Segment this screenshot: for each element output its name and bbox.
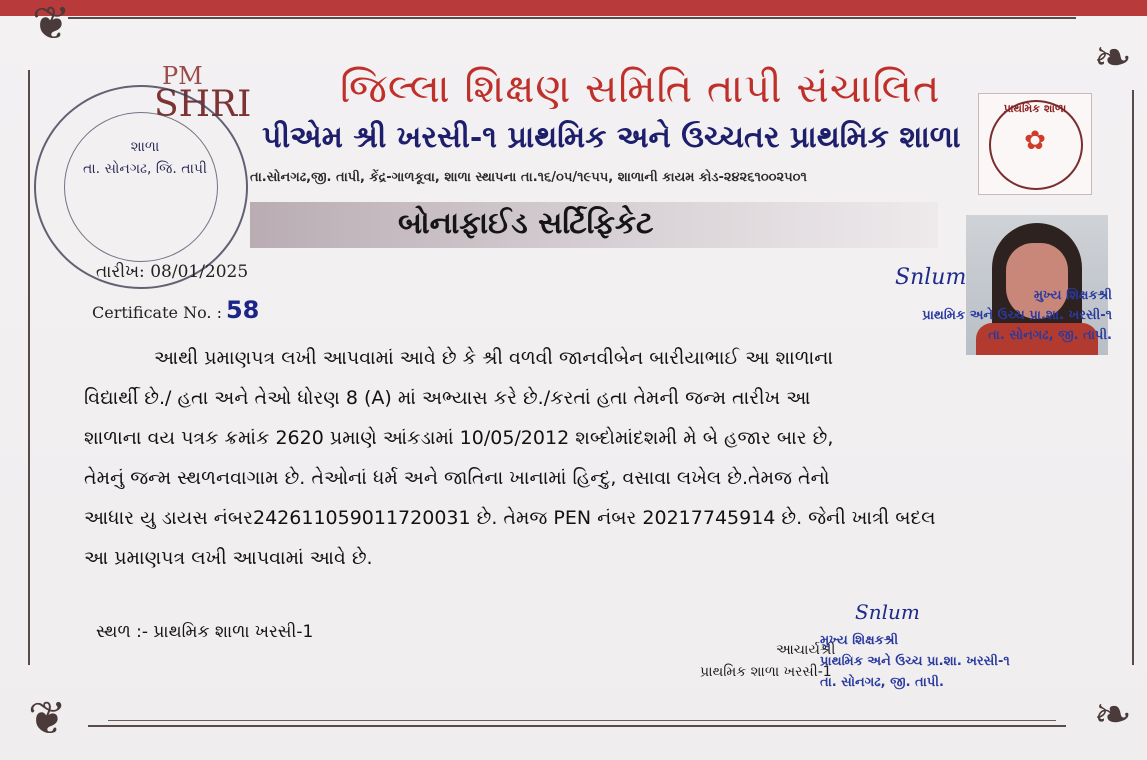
- border-left-line: [28, 70, 30, 665]
- lamp-icon: ✿: [1024, 126, 1046, 156]
- border-top-line: [68, 17, 1076, 19]
- corner-ornament-icon: ❧: [1093, 30, 1132, 84]
- body-line: આ પ્રમાણપત્ર લખી આપવામાં આવે છે.: [84, 547, 373, 569]
- certificate-title: બોનાફાઈડ સર્ટિફિકેટ: [398, 206, 654, 241]
- body-line: આથી પ્રમાણપત્ર લખી આપવામાં આવે છે કે શ્રી વળવી જાનવીબેન બારીયાભાઈ આ શાળાના: [154, 347, 834, 369]
- header-committee-line: જિલ્લા શિક્ષણ સમિતિ તાપી સંચાલિત: [340, 66, 941, 112]
- corner-ornament-icon: ❧: [1093, 687, 1132, 741]
- signature-top: Snlum: [895, 265, 967, 290]
- principal-label: આચાર્યશ્રી: [776, 642, 836, 658]
- border-right-line: [1132, 90, 1134, 665]
- school-logo: [978, 93, 1092, 195]
- school-address-line: તા.સોનગઢ,જી. તાપી, કેંદ્ર-ગાળકૂવા, શાળા સ્થાપના તા.૧૬/૦૫/૧૯૫૫, શાળાની કાયમ કોડ-૨૪૨૬૧૦૦૨૫૦૧: [250, 170, 807, 185]
- corner-ornament-icon: ❦: [32, 0, 71, 50]
- body-line: શાળાના વય પત્રક ક્રમાંક 2620 પ્રમાણે આંકડામાં 10/05/2012 શબ્દોમાંદશમી મે બે હજાર બાર છે,: [84, 427, 834, 449]
- corner-ornament-icon: ❦: [28, 691, 67, 745]
- cert-number-label: Certificate No. :: [92, 303, 222, 322]
- logo-shri-text: SHRI: [154, 84, 252, 125]
- school-seal-inner-ring: [64, 112, 218, 262]
- cert-number-value: 58: [225, 296, 260, 324]
- border-bottom-line: [88, 725, 1066, 727]
- border-bottom-line-2: [108, 720, 1056, 721]
- certificate-body: [84, 338, 1084, 578]
- certificate-date: [96, 262, 248, 282]
- date-label: તારીખ:: [96, 262, 145, 282]
- headmaster-stamp-top: મુખ્ય શિક્ષકશ્રી પ્રાથમિક અને ઉચ્ચ પ્રા.શા. ખરસી-૧ તા. સોનગઢ, જી. તાપી.: [922, 288, 1112, 343]
- body-line: વિદ્યાર્થી છે./ હતા અને તેઓ ધોરણ 8 (A) માં અભ્યાસ કરે છે./કરતાં હતા તેમની જન્મ તારીખ આ: [84, 387, 811, 409]
- headmaster-stamp-bottom: મુખ્ય શિક્ષકશ્રી પ્રાથમિક અને ઉચ્ચ પ્રા.શા. ખરસી-૧ તા. સોનગઢ, જી. તાપી.: [820, 633, 1010, 690]
- certificate-number: [92, 296, 259, 324]
- body-line: આધાર યુ ડાયસ નંબર242611059011720031 છે. તેમજ PEN નંબર 20217745914 છે. જેની ખાત્રી બદલ: [84, 507, 936, 529]
- signature-bottom: Snlum: [855, 600, 920, 624]
- place-line: સ્થળ :- પ્રાથમિક શાળા ખરસી-1: [96, 622, 314, 642]
- body-line: તેમનું જન્મ સ્થળનવાગામ છે. તેઓનાં ધર્મ અને જાતિના ખાનામાં હિન્દુ, વસાવા લખેલ છે.તેમજ તેનો: [84, 467, 830, 489]
- school-name: પીએમ શ્રી ખરસી-૧ પ્રાથમિક અને ઉચ્ચતર પ્રાથમિક શાળા: [262, 120, 961, 155]
- signatory-school: પ્રાથમિક શાળા ખરસી-1: [700, 664, 832, 680]
- date-value: 08/01/2025: [150, 262, 249, 282]
- logo-pm-text: PM: [162, 62, 203, 90]
- school-logo-text: પ્રાથમિક શાળા: [1003, 102, 1067, 115]
- school-seal-text: શાળા તા. સોનગઢ, જિ. તાપી: [82, 139, 208, 177]
